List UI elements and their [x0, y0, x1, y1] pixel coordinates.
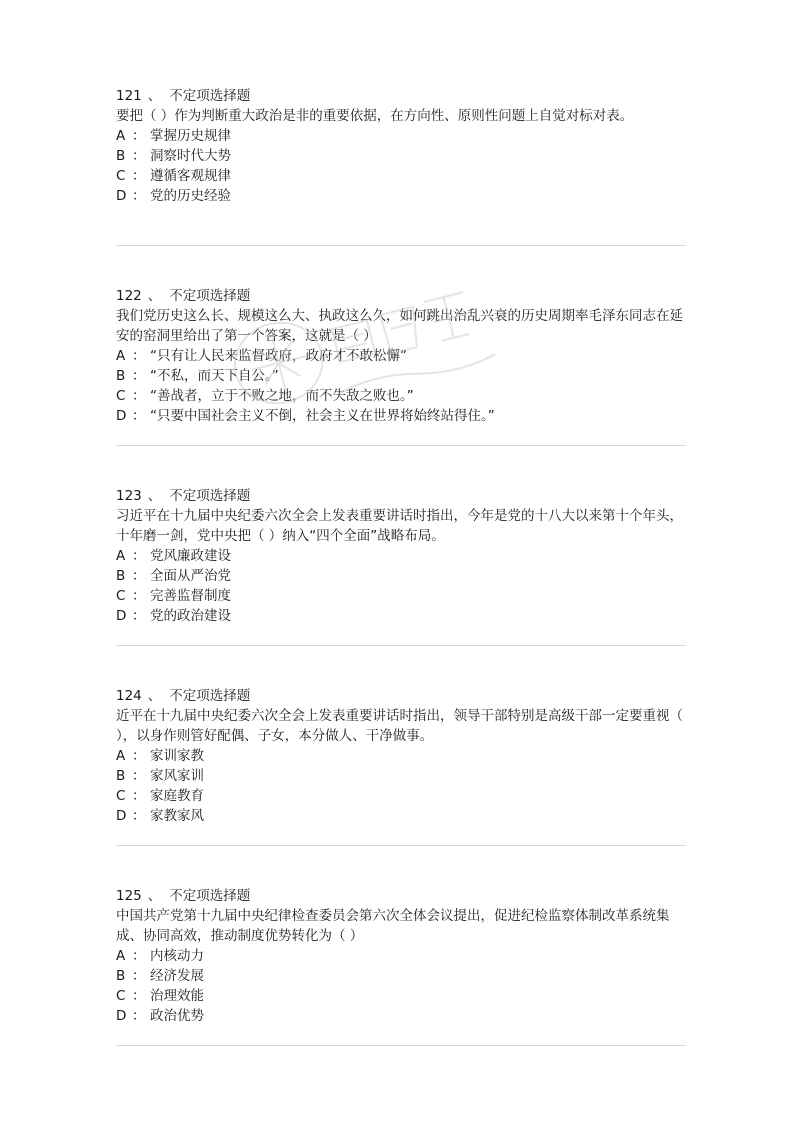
option-list	[116, 946, 686, 1026]
question-type: 不定项选择题	[169, 88, 251, 104]
option-list	[116, 546, 686, 626]
question-number: 125	[116, 888, 142, 904]
option-letter: C	[116, 588, 126, 604]
option-letter: C	[116, 788, 126, 804]
option-d: D ： 党的历史经验	[116, 188, 231, 204]
option-letter: D	[116, 808, 127, 824]
question-header	[116, 86, 686, 106]
question-stem: 中国共产党第十九届中央纪律检查委员会第六次全体会议提出，促进纪检监察体制改革系统集成、协同高效，推动制度优势转化为（ ）	[116, 908, 670, 944]
option-text: 掌握历史规律	[150, 128, 231, 144]
option-b: B ： 全面从严治党	[116, 568, 231, 584]
option-text: 遵循客观规律	[150, 168, 231, 184]
option-letter: A	[116, 748, 126, 764]
option-letter: A	[116, 548, 126, 564]
option-text: 家训家教	[150, 748, 204, 764]
option-letter: A	[116, 948, 126, 964]
question-125	[116, 886, 686, 1046]
question-header	[116, 286, 686, 306]
option-c: C ： 治理效能	[116, 988, 204, 1004]
question-type: 不定项选择题	[169, 888, 251, 904]
question-121	[116, 86, 686, 246]
question-separator: 、	[147, 88, 162, 104]
question-separator: 、	[147, 288, 162, 304]
option-b: B ： 经济发展	[116, 968, 204, 984]
option-list	[116, 346, 686, 426]
question-123	[116, 486, 686, 646]
question-number: 123	[116, 488, 142, 504]
option-text: “不私，而天下自公。”	[150, 368, 279, 384]
option-letter: B	[116, 568, 126, 584]
question-124	[116, 686, 686, 846]
question-stem: 近平在十九届中央纪委六次全会上发表重要讲话时指出，领导干部特别是高级干部一定要重视（ ），以身作则管好配偶、子女，本分做人、干净做事。	[116, 708, 683, 744]
question-header	[116, 886, 686, 906]
question-separator: 、	[147, 888, 162, 904]
question-stem: 我们党历史这么长、规模这么大、执政这么久，如何跳出治乱兴衰的历史周期率毛泽东同志在延安的窑洞里给出了第一个答案，这就是（ ）	[116, 308, 683, 344]
question-header	[116, 486, 686, 506]
option-c: C ： 完善监督制度	[116, 588, 231, 604]
option-list	[116, 126, 686, 206]
option-letter: B	[116, 968, 126, 984]
option-text: 家风家训	[150, 768, 204, 784]
question-number: 122	[116, 288, 142, 304]
option-d: D ： 家教家风	[116, 808, 204, 824]
option-d: D ： 党的政治建设	[116, 608, 231, 624]
option-text: “只要中国社会主义不倒，社会主义在世界将始终站得住。”	[150, 408, 495, 424]
option-c: C ： 家庭教育	[116, 788, 204, 804]
option-letter: C	[116, 168, 126, 184]
option-b: B ： 家风家训	[116, 768, 204, 784]
option-text: 党的政治建设	[150, 608, 231, 624]
option-letter: D	[116, 408, 127, 424]
option-text: 政治优势	[150, 1008, 204, 1024]
option-text: 治理效能	[150, 988, 204, 1004]
question-separator: 、	[147, 488, 162, 504]
question-type: 不定项选择题	[169, 488, 251, 504]
option-text: 家庭教育	[150, 788, 204, 804]
option-text: “只有让人民来监督政府，政府才不敢松懈”	[150, 348, 407, 364]
question-separator: 、	[147, 688, 162, 704]
option-letter: D	[116, 188, 127, 204]
question-type: 不定项选择题	[169, 288, 251, 304]
option-d: D ： 政治优势	[116, 1008, 204, 1024]
question-number: 121	[116, 88, 142, 104]
option-text: 洞察时代大势	[150, 148, 231, 164]
option-d: D ： “只要中国社会主义不倒，社会主义在世界将始终站得住。”	[116, 408, 495, 424]
question-header	[116, 686, 686, 706]
question-number: 124	[116, 688, 142, 704]
option-list	[116, 746, 686, 826]
option-text: “善战者，立于不败之地，而不失敌之败也。”	[150, 388, 414, 404]
option-text: 经济发展	[150, 968, 204, 984]
option-a: A ： 党风廉政建设	[116, 548, 231, 564]
option-a: A ： “只有让人民来监督政府，政府才不敢松懈”	[116, 348, 407, 364]
option-text: 内核动力	[150, 948, 204, 964]
option-letter: A	[116, 128, 126, 144]
option-b: B ： 洞察时代大势	[116, 148, 231, 164]
option-text: 党风廉政建设	[150, 548, 231, 564]
question-list	[116, 86, 686, 1086]
option-text: 完善监督制度	[150, 588, 231, 604]
option-letter: C	[116, 388, 126, 404]
question-stem: 要把（ ）作为判断重大政治是非的重要依据，在方向性、原则性问题上自觉对标对表。	[116, 108, 634, 124]
option-c: C ： 遵循客观规律	[116, 168, 231, 184]
option-a: A ： 内核动力	[116, 948, 204, 964]
option-c: C ： “善战者，立于不败之地，而不失敌之败也。”	[116, 388, 414, 404]
option-letter: D	[116, 1008, 127, 1024]
option-a: A ： 家训家教	[116, 748, 204, 764]
option-letter: D	[116, 608, 127, 624]
option-text: 党的历史经验	[150, 188, 231, 204]
option-letter: C	[116, 988, 126, 1004]
option-b: B ： “不私，而天下自公。”	[116, 368, 279, 384]
option-a: A ： 掌握历史规律	[116, 128, 231, 144]
question-122	[116, 286, 686, 446]
option-letter: B	[116, 768, 126, 784]
option-text: 全面从严治党	[150, 568, 231, 584]
question-stem: 习近平在十九届中央纪委六次全会上发表重要讲话时指出，今年是党的十八大以来第十个年头，十年磨一剑，党中央把（ ）纳入“四个全面”战略布局。	[116, 508, 683, 544]
option-text: 家教家风	[150, 808, 204, 824]
question-type: 不定项选择题	[169, 688, 251, 704]
option-letter: B	[116, 368, 126, 384]
option-letter: B	[116, 148, 126, 164]
option-letter: A	[116, 348, 126, 364]
